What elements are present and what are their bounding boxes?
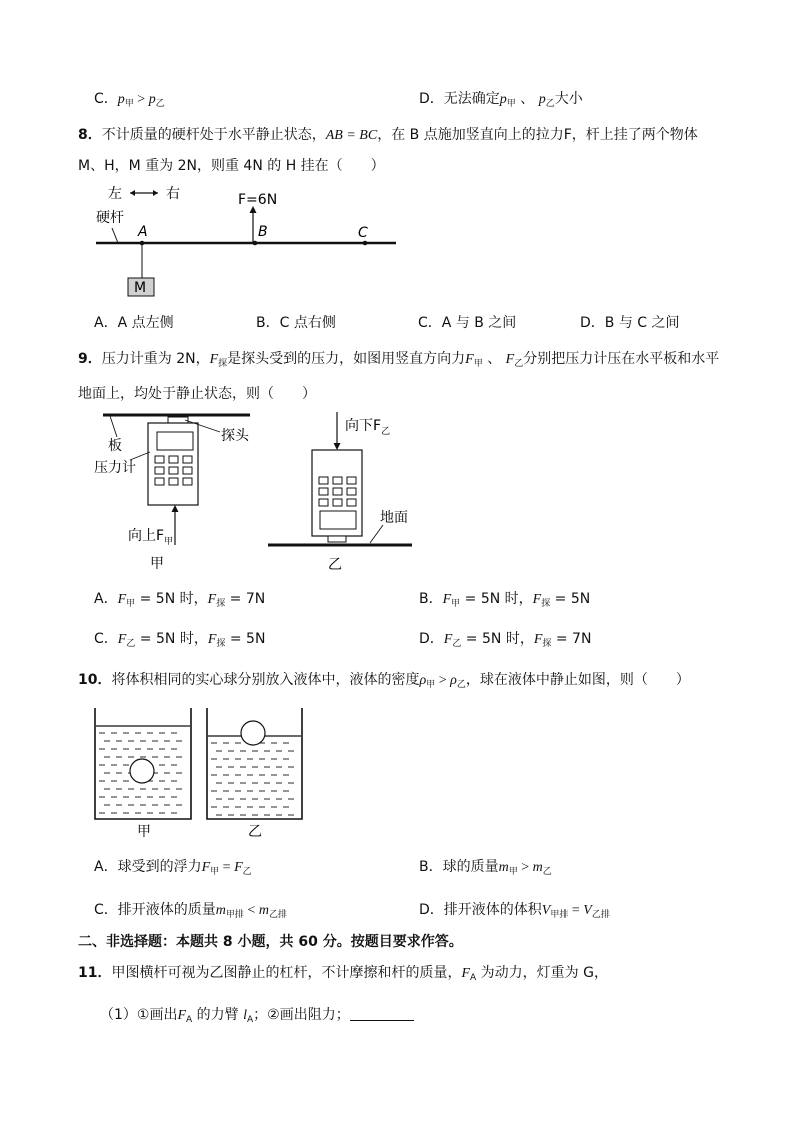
q8-option-d: D．B 与 C 之间 [580,315,680,331]
q10-option-b: B．球的质量$m_甲 > m_乙$ [419,859,552,877]
q8-block-m-label: M [134,280,147,296]
section-two-heading: 二、非选择题：本题共 8 小题，共 60 分。按题目要求作答。 [78,934,463,950]
q7-option-c: C．$p_甲 > p_乙$ [94,91,165,109]
q8-rod-label: 硬杆 [96,210,124,226]
q10-jia-label: 甲 [137,824,151,840]
q8-point-a: A [138,224,148,240]
q10-stem: 10．将体积相同的实心球分别放入液体中，液体的密度$\rho_甲 > \rho_乙$，球在液体中静止如图，则（ ） [78,672,690,690]
q9-option-c: C．$F_乙 = 5N$ 时，$F_探 = 5N$ [94,631,266,649]
q10-option-a: A．球受到的浮力$F_甲 = F_乙$ [94,859,252,877]
q9-stem-line2: 地面上，均处于静止状态，则（ ） [78,386,316,402]
q9-board-label: 板 [108,438,122,454]
q9-option-d: D．$F_乙 = 5N$ 时，$F_探 = 7N$ [419,631,592,649]
q11-answer-blank[interactable] [350,1006,414,1021]
q7-option-d: D．无法确定$p_甲$ 、 $p_乙$大小 [419,91,583,109]
q8-option-b: B．C 点右侧 [256,315,336,331]
q8-stem-line1: 8．不计质量的硬杆处于水平静止状态，AB = BC，在 B 点施加竖直向上的拉力F，杆上挂了两个物体 [78,127,698,143]
q9-up-force-label: 向上$F_甲$ [128,528,174,547]
q8-stem-line2: M、H，M 重为 2N，则重 4N 的 H 挂在（ ） [78,158,385,174]
q10-option-c: C．排开液体的质量$m_{甲排} < m_{乙排}$ [94,902,287,920]
q9-gauge-label: 压力计 [94,460,136,476]
q9-down-force-label: 向下$F_乙$ [345,418,391,437]
q11-sub1: （1）①画出$F_A$ 的力臂 $l_A$；②画出阻力； [100,1004,414,1025]
q8-option-a: A．A 点左侧 [94,315,174,331]
q11-stem: 11．甲图横杆可视为乙图静止的杠杆，不计摩擦和杆的质量，$F_A$ 为动力，灯重为 G， [78,965,608,983]
q8-right-label: 右 [166,186,180,202]
q8-left-label: 左 [108,186,122,202]
q9-probe-label: 探头 [221,428,249,444]
q10-option-d: D．排开液体的体积$V_{甲排} = V_{乙排}$ [419,902,610,920]
q8-point-c: C [358,225,368,241]
q9-option-b: B．$F_甲 = 5N$ 时，$F_探 = 5N$ [419,591,591,609]
q8-point-b: B [258,224,268,240]
q9-stem-line1: 9．压力计重为 2N，$F_探$是探头受到的压力，如图用竖直方向力$F_甲$ 、 $F_乙$分别把压力计压在水平板和水平 [78,351,720,369]
q9-yi-label: 乙 [328,557,342,573]
q8-force-label: F=6N [238,192,278,208]
q10-yi-label: 乙 [248,824,262,840]
q10-ball-yi [241,721,265,745]
q9-option-a: A．$F_甲 = 5N$ 时，$F_探 = 7N$ [94,591,266,609]
q8-option-c: C．A 与 B 之间 [418,315,517,331]
q9-ground-label: 地面 [380,510,408,526]
q9-jia-label: 甲 [150,556,164,572]
q10-ball-jia [130,759,154,783]
